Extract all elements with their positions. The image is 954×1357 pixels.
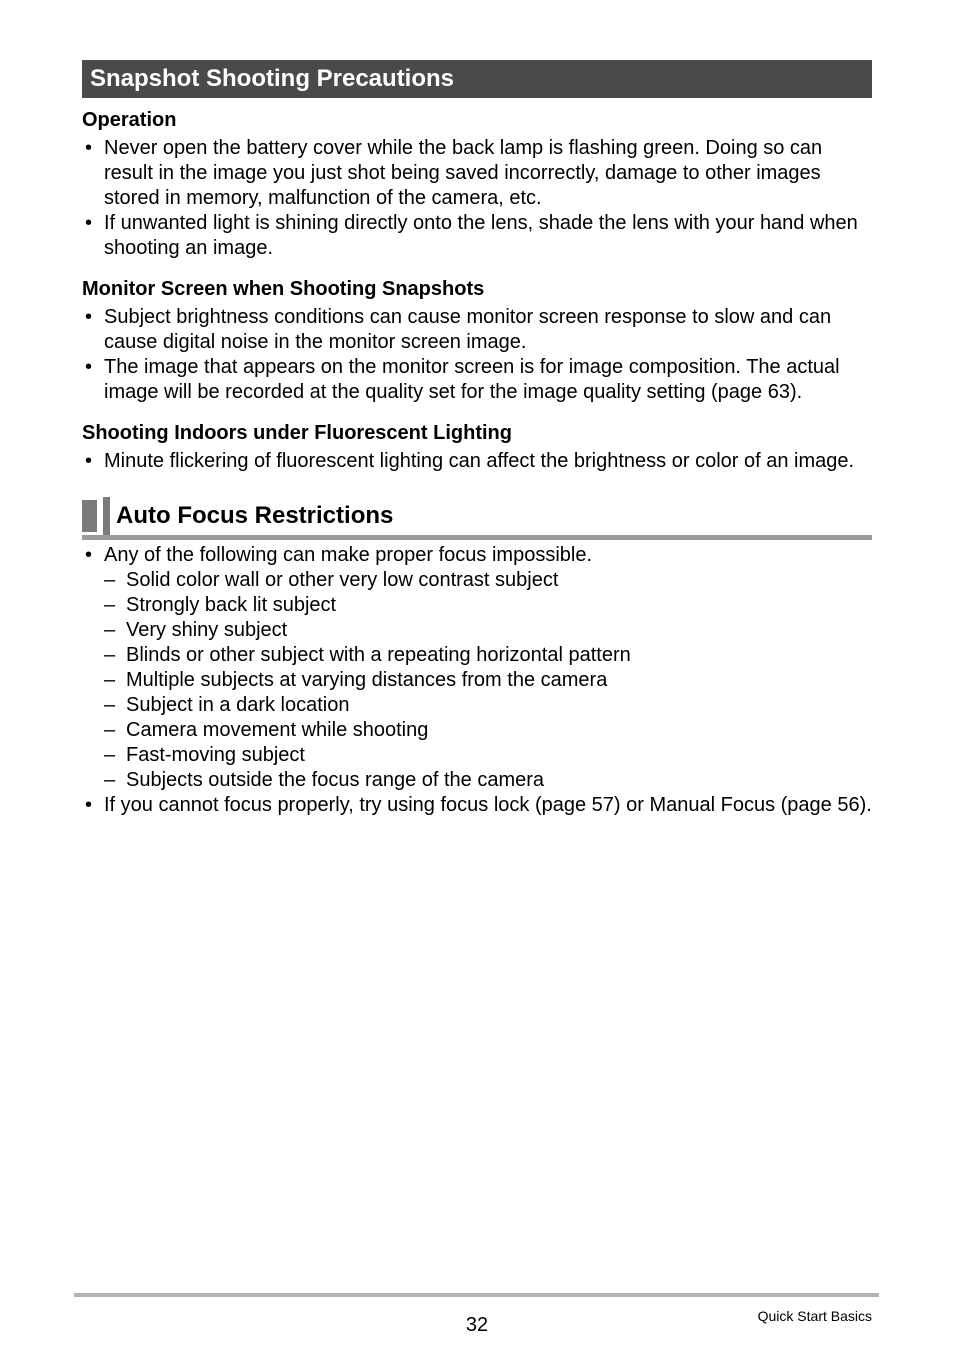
list-item <box>82 136 872 211</box>
list-item <box>82 543 872 793</box>
section-title-snapshot-precautions: Snapshot Shooting Precautions <box>82 60 872 98</box>
sub-list-item <box>104 718 872 743</box>
bullet-mark: • <box>85 544 93 566</box>
dash-mark: – <box>104 619 116 641</box>
section-title-text: Auto Focus Restrictions <box>116 502 394 529</box>
sub-list-item <box>104 693 872 718</box>
list-item <box>82 305 872 355</box>
dash-mark: – <box>104 694 116 716</box>
dash-mark: – <box>104 719 116 741</box>
dash-mark: – <box>104 744 116 766</box>
bullet-mark: • <box>85 212 93 234</box>
heading-decoration-bar <box>103 497 110 535</box>
list-item-text: Subject brightness conditions can cause monitor screen response to slow and can cause digital noise in the monitor screen image. <box>104 306 832 353</box>
heading-decoration-block <box>82 500 97 532</box>
auto-focus-list <box>82 543 872 818</box>
sub-list-item-text: Solid color wall or other very low contrast subject <box>126 569 559 591</box>
list-item-text: Minute flickering of fluorescent lighting can affect the brightness or color of an image. <box>104 450 855 472</box>
sub-list-item <box>104 743 872 768</box>
sub-list-item-text: Multiple subjects at varying distances from the camera <box>126 669 608 691</box>
focus-conditions-list <box>104 568 872 793</box>
sub-list-item-text: Camera movement while shooting <box>126 719 429 741</box>
sub-list-item-text: Subjects outside the focus range of the camera <box>126 769 545 791</box>
list-item-text: Never open the battery cover while the back lamp is flashing green. Doing so can result in the image you just shot being saved incorrectly, damage to other images stored in memory, malfunction of the camera, etc. <box>104 137 823 209</box>
list-item-text: The image that appears on the monitor screen is for image composition. The actual image will be recorded at the quality set for the image quality setting (page 63). <box>104 356 840 403</box>
footer-section-name: Quick Start Basics <box>757 1308 872 1324</box>
dash-mark: – <box>104 594 116 616</box>
sub-list-item <box>104 768 872 793</box>
sub-list-item <box>104 593 872 618</box>
sub-list-item <box>104 618 872 643</box>
section-title-auto-focus <box>82 497 872 540</box>
sub-list-item <box>104 568 872 593</box>
sub-list-item <box>104 643 872 668</box>
sub-list-item-text: Subject in a dark location <box>126 694 350 716</box>
subheading-fluorescent-lighting: Shooting Indoors under Fluorescent Lighting <box>82 422 512 444</box>
subheading-monitor-screen: Monitor Screen when Shooting Snapshots <box>82 278 485 300</box>
sub-list-item <box>104 668 872 693</box>
sub-list-item-text: Fast-moving subject <box>126 744 305 766</box>
sub-list-item-text: Very shiny subject <box>126 619 288 641</box>
operation-list <box>82 136 872 261</box>
page-content <box>82 60 872 818</box>
list-item-text: If unwanted light is shining directly onto the lens, shade the lens with your hand when shooting an image. <box>104 212 858 259</box>
dash-mark: – <box>104 569 116 591</box>
fluorescent-list <box>82 449 872 474</box>
list-item <box>82 793 872 818</box>
footer-divider <box>74 1293 879 1297</box>
page-number: 32 <box>465 1314 489 1336</box>
list-item-text: Any of the following can make proper focus impossible. <box>104 544 593 566</box>
dash-mark: – <box>104 644 116 666</box>
bullet-mark: • <box>85 306 93 328</box>
bullet-mark: • <box>85 356 93 378</box>
list-item <box>82 211 872 261</box>
dash-mark: – <box>104 769 116 791</box>
monitor-screen-list <box>82 305 872 405</box>
list-item-text: If you cannot focus properly, try using focus lock (page 57) or Manual Focus (page 56). <box>104 794 872 816</box>
bullet-mark: • <box>85 137 93 159</box>
sub-list-item-text: Blinds or other subject with a repeating horizontal pattern <box>126 644 631 666</box>
subheading-operation: Operation <box>82 109 177 131</box>
bullet-mark: • <box>85 450 93 472</box>
list-item <box>82 449 872 474</box>
dash-mark: – <box>104 669 116 691</box>
list-item <box>82 355 872 405</box>
bullet-mark: • <box>85 794 93 816</box>
sub-list-item-text: Strongly back lit subject <box>126 594 337 616</box>
